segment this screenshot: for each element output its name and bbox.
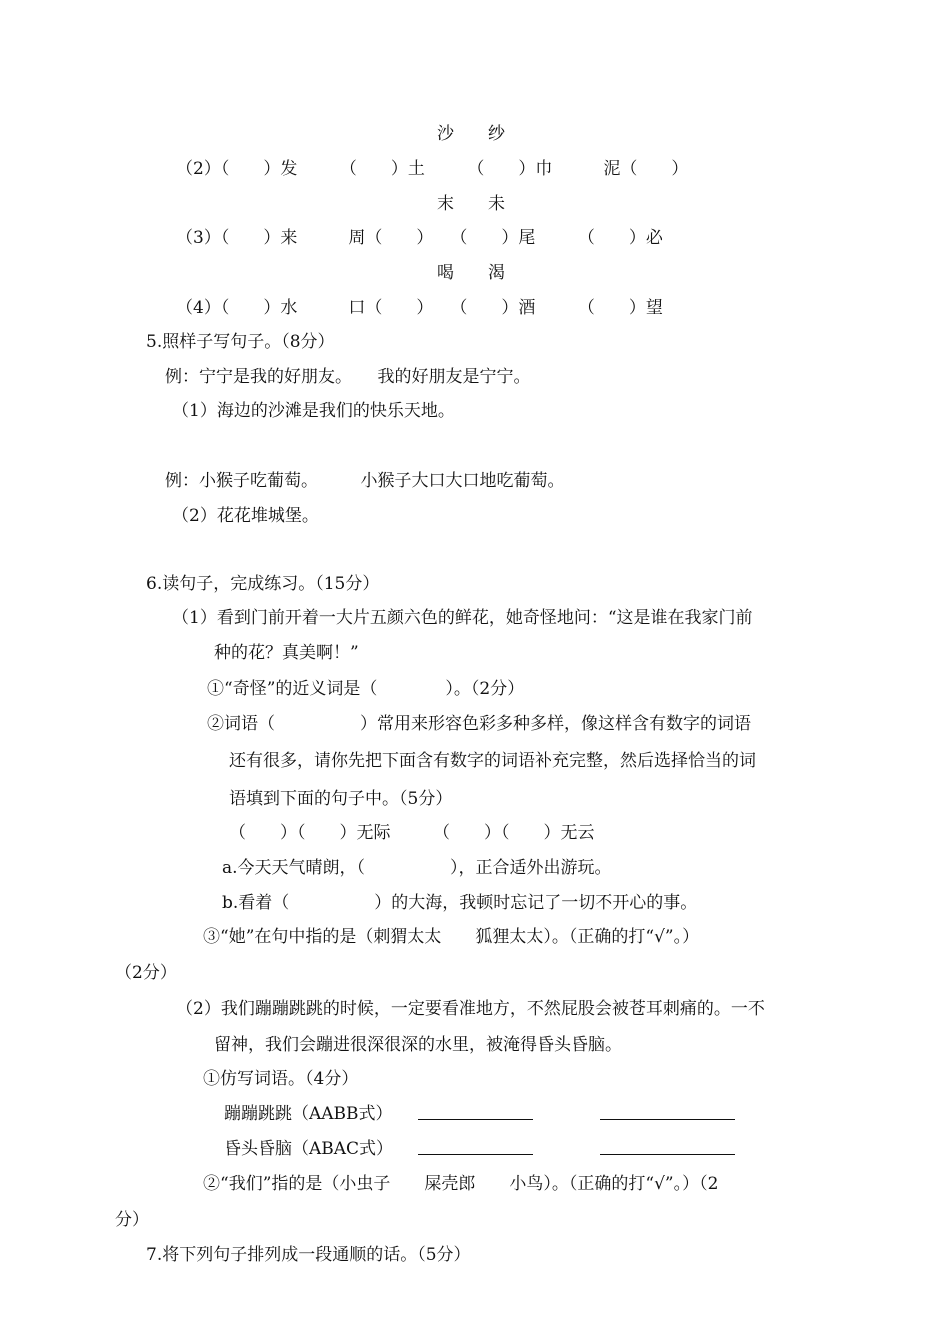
q6-idiom-blanks: （ ）（ ）无际 （ ）（ ）无云 <box>229 823 595 843</box>
q4-row-4: （4）（ ）水 口（ ） （ ）酒 （ ）望 <box>176 298 663 318</box>
q6-passage-1-line-1: （1）看到门前开着一大片五颜六色的鲜花，她奇怪地问：“这是谁在我家门前 <box>172 608 753 628</box>
q5-item-1: （1）海边的沙滩是我们的快乐天地。 <box>172 401 455 421</box>
q6-sentence-a: a.今天天气晴朗，（ ），正合适外出游玩。 <box>222 858 612 878</box>
q7-title: 7.将下列句子排列成一段通顺的话。（5分） <box>146 1245 471 1265</box>
q5-item-2: （2）花花堆城堡。 <box>172 506 319 526</box>
q6-task-2-line-1: ②“我们”指的是（小虫子 屎壳郎 小鸟）。（正确的打“√”。）（2 <box>203 1174 719 1194</box>
q5-example-1: 例：宁宁是我的好朋友。 我的好朋友是宁宁。 <box>165 367 531 387</box>
aabb-blank-1[interactable] <box>418 1103 533 1126</box>
char-pair-4: 喝 渴 <box>437 263 505 283</box>
q6-sentence-b: b.看着（ ）的大海，我顿时忘记了一切不开心的事。 <box>222 893 698 913</box>
q5-title: 5.照样子写句子。（8分） <box>146 332 335 352</box>
q6-passage-2-line-2: 留神，我们会蹦进很深很深的水里，被淹得昏头昏脑。 <box>214 1035 622 1055</box>
q6-passage-2-line-1: （2）我们蹦蹦跳跳的时候，一定要看准地方，不然屁股会被苍耳刺痛的。一不 <box>176 999 765 1019</box>
abac-label: 昏头昏脑（ABAC式） <box>224 1139 394 1159</box>
q6-sub-1: ①“奇怪”的近义词是（ ）。（2分） <box>207 679 525 699</box>
q6-passage-1-line-2: 种的花？真美啊！” <box>214 643 359 663</box>
char-pair-3: 末 未 <box>437 194 505 214</box>
char-pair-2: 沙 纱 <box>437 124 505 144</box>
aabb-label: 蹦蹦跳跳（AABB式） <box>224 1104 393 1124</box>
q4-row-3: （3）（ ）来 周（ ） （ ）尾 （ ）必 <box>176 228 663 248</box>
q6-task-2-line-2: 分） <box>115 1210 149 1230</box>
q6-sub-2-line-1: ②词语（ ）常用来形容色彩多种多样，像这样含有数字的词语 <box>207 714 751 734</box>
q6-title: 6.读句子，完成练习。（15分） <box>146 574 380 594</box>
q4-row-2: （2）（ ）发 （ ）土 （ ）巾 泥（ ） <box>176 159 689 179</box>
q6-sub-2-line-2: 还有很多，请你先把下面含有数字的词语补充完整，然后选择恰当的词 <box>229 751 756 771</box>
q6-task-1: ①仿写词语。（4分） <box>203 1069 359 1089</box>
q5-example-2: 例：小猴子吃葡萄。 小猴子大口大口地吃葡萄。 <box>165 471 565 491</box>
q6-sub-3-line-2: （2分） <box>115 963 177 983</box>
abac-blank-2[interactable] <box>600 1138 735 1161</box>
q6-sub-2-line-3: 语填到下面的句子中。（5分） <box>229 789 453 809</box>
q6-sub-3-line-1: ③“她”在句中指的是（刺猬太太 狐狸太太）。（正确的打“√”。） <box>203 927 700 947</box>
abac-blank-1[interactable] <box>418 1138 533 1161</box>
aabb-blank-2[interactable] <box>600 1103 735 1126</box>
